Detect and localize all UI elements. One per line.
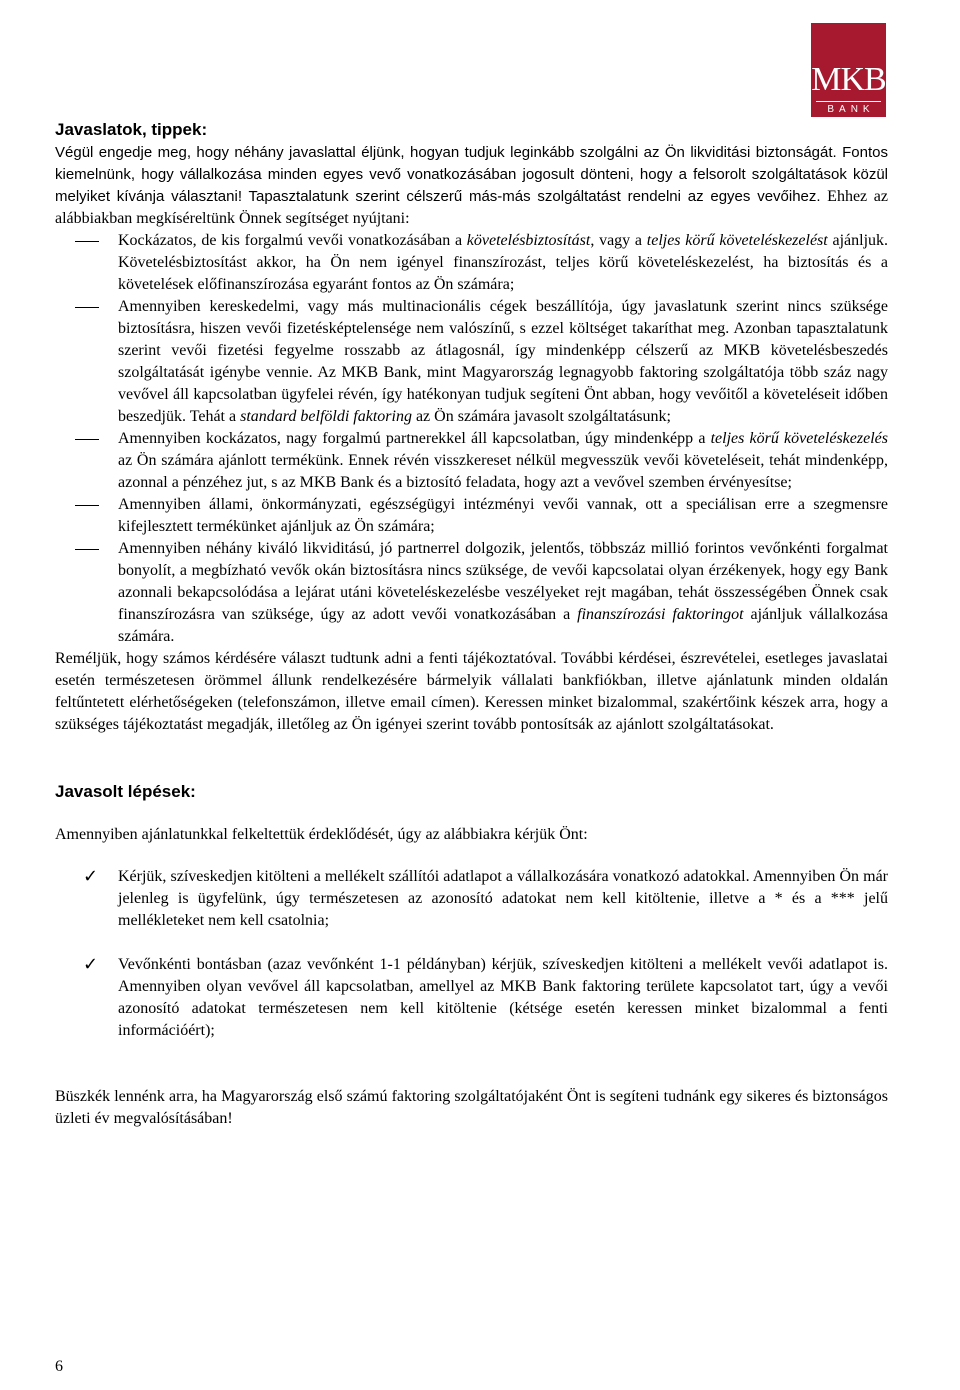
list-item <box>55 954 888 1042</box>
italic-term: teljes körű követeléskezelést <box>646 232 828 249</box>
text-run: Kockázatos, de kis forgalmú vevői vonatkozásában a <box>118 232 467 249</box>
text-run: ajánljuk vállalkozása számára. <box>118 606 889 645</box>
logo-divider <box>816 101 881 102</box>
italic-term: standard belföldi faktoring <box>240 408 412 425</box>
checkmark-icon: ✓ <box>83 866 99 887</box>
spacer <box>55 1042 888 1086</box>
document-body <box>55 118 888 1130</box>
spacer <box>55 846 888 866</box>
list-item: Amennyiben állami, önkormányzati, egészségügyi intézményi vevői vannak, ott a speciálisan erre a szegmensre kifejlesztett termékünket ajánljuk az Ön számára; <box>55 494 888 538</box>
list-item <box>55 428 888 494</box>
text-run: Amennyiben kockázatos, nagy forgalmú partnerekkel áll kapcsolatban, úgy mindenképp a <box>118 430 711 447</box>
closing-paragraph: Reméljük, hogy számos kérdésére választ tudtunk adni a fenti tájékoztatóval. További kérdései, észrevételei, esetleges javaslatai esetén természetesen örömmel állunk rendelkezésére bármelyik vállalati bankfiókban, illetve ajánlatunk minden oldalán feltűntetett elérhetőségeken (telefonszámon, illetve email címen). Keressen minket bizalommal, szakértőink készek arra, hogy a szükséges tájékoztatást megadják, illetőleg az Ön igényei szerint tovább pontosítsák az ajánlott szolgáltatásokat. <box>55 650 888 733</box>
step-text: Vevőnkénti bontásban (azaz vevőnként 1-1 példányban) kérjük, szíveskedjen kitölteni a mellékelt vevői adatlapot is. Amennyiben olyan vevővel áll kapcsolatban, amellyel az MKB Bank faktoring területe kapcsolatot tart, úgy a vevői azonosító adatokat természetesen nem kell kitöltenie (kétsége esetén keressen minket bizalommal a fenti információért); <box>118 956 888 1039</box>
text-run: az Ön számára ajánlott termékünk. Ennek révén visszkereset nélkül megvesszük vevői követeléseit, tehát mindenképp, azonnal a pénzéhez jut, s az MKB Bank és a biztosító feladata, hogy azt a vevővel szemben érvényesítse; <box>118 452 888 491</box>
spacer <box>55 804 888 824</box>
spacer <box>55 736 888 780</box>
section-heading-tips: Javaslatok, tippek: <box>55 120 208 139</box>
logo-subtitle: BANK <box>827 104 875 115</box>
text-run: ajánljuk. Követelésbiztosítást akkor, ha Ön nem igényel finanszírozást, teljes körű követeléskezelést, ha biztosítás és a követelések előfinanszírozása egyaránt fontos az Ön számára; <box>118 232 889 293</box>
list-item <box>55 866 888 932</box>
list-item <box>55 538 888 648</box>
recommendation-list <box>55 230 888 648</box>
list-item <box>55 230 888 296</box>
text-run: Amennyiben kereskedelmi, vagy más multinacionális cégek beszállítója, úgy javaslatunk szerint nincs szüksége biztosításra, hiszen vevői fizetésképtelensége nem valószínű, s ezzel költséget takaríthat meg. Azonban tapasztalatunk szerint vevői fizetési fegyelme rosszabb az átlagosnál, így mindenképp célszerű az MKB követelésbeszedés szolgáltatását igénybe vennie. Az MKB Bank, mint Magyarország legnagyobb faktoring szolgáltatója több száz nagy vevővel áll kapcsolatban ügyfelei révén, így hatékonyan tudjuk segíteni Önt abban, hogy vevőitől a követeléseit időben beszedjük. Tehát a <box>118 298 888 425</box>
logo-brand: MKB <box>811 61 886 98</box>
text-run: , vagy a <box>590 232 647 249</box>
page-number: 6 <box>55 1358 63 1375</box>
text-run: Amennyiben néhány kiváló likviditású, jó partnerrel dolgozik, jelentős, többszáz millió forintos vevőnkénti forgalmat bonyolít, a megbízható vevők okán biztosításra nincs szüksége, de vevői kapcsolatai olyan érzékenyek, hogy egy Bank azonnali bekapcsolódása a lejárat utáni követeléskezelésbe veszélyeket rejt magában, tehát összességében Önnek csak finanszírozásra van szüksége, úgy az adott vevői vonatkozásában a <box>118 540 888 623</box>
final-paragraph: Büszkék lennénk arra, ha Magyarország első számú faktoring szolgáltatójaként Önt is segíteni tudnánk egy sikeres és biztonságos üzleti év megvalósításában! <box>55 1088 888 1127</box>
intro-paragraph <box>55 142 888 230</box>
intro-text-serif: Ehhez az alábbiakban megkíséreltünk Önnek segítséget nyújtani: <box>55 188 888 227</box>
section-heading-steps: Javasolt lépések: <box>55 782 196 801</box>
list-item <box>55 296 888 428</box>
checkmark-icon: ✓ <box>83 954 99 975</box>
steps-intro: Amennyiben ajánlatunkkal felkeltettük érdeklődését, úgy az alábbiakra kérjük Önt: <box>55 826 588 843</box>
italic-term: követelésbiztosítást <box>466 232 591 249</box>
italic-term: finanszírozási faktoringot <box>577 606 744 623</box>
steps-list <box>55 866 888 1042</box>
text-run: az Ön számára javasolt szolgáltatásunk; <box>411 408 671 425</box>
italic-term: teljes körű követeléskezelés <box>710 430 888 447</box>
mkb-bank-logo <box>811 23 886 117</box>
step-text: Kérjük, szíveskedjen kitölteni a mellékelt szállítói adatlapot a vállalkozására vonatkozó adatokkal. Amennyiben Ön már jelenleg is ügyfelünk, úgy természetesen az azonosító adatokat nem kell kitöltenie, illetve a * és a *** jelű mellékleteket nem kell csatolnia; <box>118 868 888 929</box>
intro-text-sans: Végül engedje meg, hogy néhány javaslattal éljünk, hogyan tudjuk leginkább szolgálni az Ön likviditási biztonságát. Fontos kiemelnünk, hogy vállalkozása minden egyes vevő vonatkozásában jogosult dönteni, hogy a felsorolt szolgáltatások közül melyiket kívánja választani! Tapasztalatunk szerint célszerű más-más szolgáltatást rendelni az egyes vevőihez. <box>55 144 888 205</box>
